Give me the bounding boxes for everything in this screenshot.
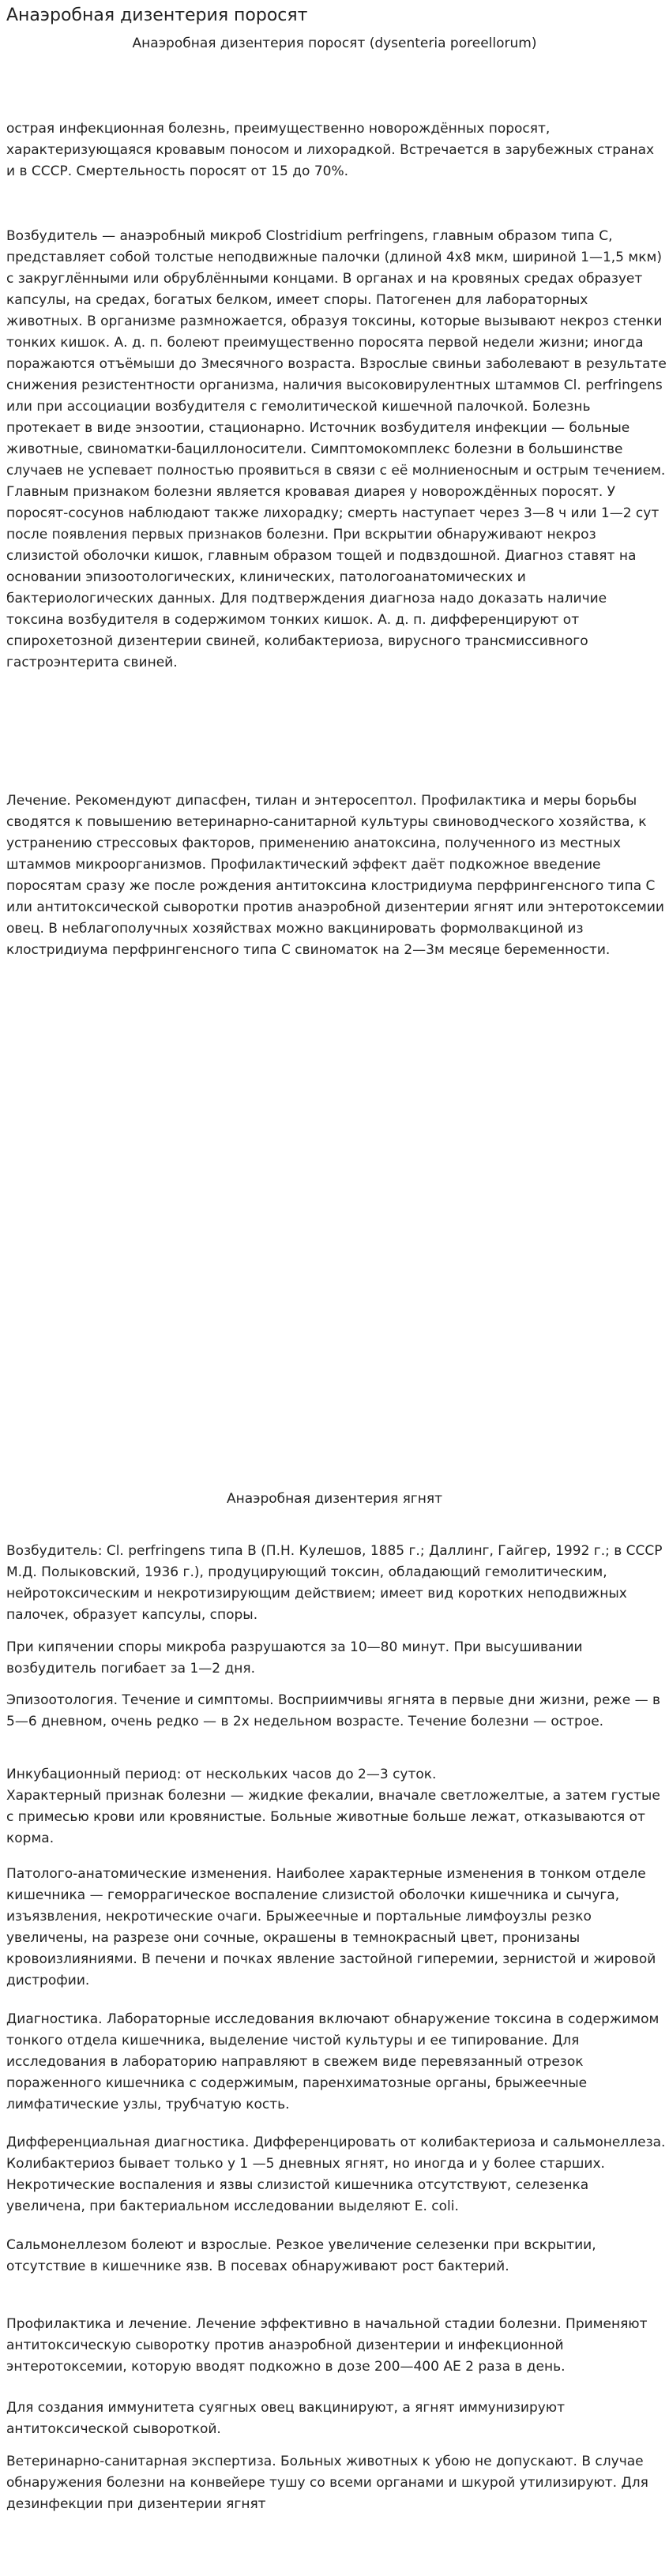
lamb-differential-paragraph: Дифференциальная диагностика. Дифференцировать от колибактериоза и сальмонеллеза. Колибактериоз бывает только у 1 —5 дневных ягнят, но иногда и у более старших. Некротические воспаления и язвы слизистой кишечника отсутствуют, селезенка увеличена, при бактериальном исследовании выделяют E. coli.	[6, 2135, 666, 2214]
lamb-diagnostics-paragraph: Диагностика. Лабораторные исследования включают обнаружение токсина в содержимом тонкого отдела кишечника, выделение чистой культуры и ее типирование. Для исследования в лабораторию направляют в свежем виде перевязанный отрезок пораженного кишечника с содержимым, паренхиматозные органы, брыжеечные лимфатические узлы, трубчатую кость.	[6, 2011, 660, 2112]
lamb-pathology-paragraph: Патолого-анатомические изменения. Наиболее характерные изменения в тонком отделе кишечника — геморрагическое воспаление слизистой оболочки кишечника и сычуга, изъязвления, некротические очаги. Брыжеечные и портальные лимфоузлы резко увеличены, на разрезе они сочные, окрашены в темнокрасный цвет, пронизаны кровоизлияниями. В печени и почках явление застойной гиперемии, зернистой и жировой дистрофии.	[6, 1866, 656, 1988]
pathogen-paragraph: Возбудитель — анаэробный микроб Clostridium perfringens, главным образом типа С, представляет собой толстые неподвижные палочки (длиной 4x8 мкм, шириной 1—1,5 мкм) с закруглёнными или обрублёнными концами. В органах и на кровяных средах образует капсулы, на средах, богатых белком, имеет споры. Патогенен для лабораторных животных. В организме размножается, образуя токсины, которые вызывают некроз стенки тонких кишок. А. д. п. болеют преимущественно поросята первой недели жизни; иногда поражаются отъёмыши до 3месячного возраста. Взрослые свиньи заболевают в результате снижения резистентности организма, наличия высоковирулентных штаммов Cl. perfringens или при ассоциации возбудителя с гемолитической кишечной палочкой. Болезнь протекает в виде энзоотии, стационарно. Источник возбудителя инфекции — больные животные, свиноматки-бациллоносители. Симптомокомплекс болезни в большинстве случаев не успевает полностью проявиться в связи с её молниеносным и острым течением. Главным признаком болезни является кровавая диарея у новорождённых поросят. У поросят-сосунов наблюдают также лихорадку; смерть наступает через 3—8 ч или 1—2 сут после появления первых признаков болезни. При вскрытии обнаруживают некроз слизистой оболочки кишок, главным образом тощей и подвздошной. Диагноз ставят на основании эпизоотологических, клинических, патологоанатомических и бактериологических данных. Для подтверждения диагноза надо доказать наличие токсина возбудителя в содержимом тонких кишок. А. д. п. дифференцируют от спирохетозной дизентерии свиней, колибактериоза, вирусного трансмиссивного гастроэнтерита свиней.	[6, 228, 667, 670]
intro-paragraph: острая инфекционная болезнь, преимущественно новорождённых поросят, характеризующаяся кровавым поносом и лихорадкой. Встречается в зарубежных странах и в СССР. Смертельность поросят от 15 до 70%.	[6, 121, 655, 179]
lamb-pathogen-paragraph: Возбудитель: Cl. perfringens типа В (П.Н. Кулешов, 1885 г.; Даллинг, Гайгер, 1992 г.; в СССР М.Д. Полыковский, 1936 г.), продуцирующий токсин, обладающий гемолитическим, нейротоксическим и некротизирующим действием; имеет вид коротких неподвижных палочек, образует капсулы, споры.	[6, 1543, 663, 1623]
page-title: Анаэробная дизентерия поросят	[6, 6, 308, 25]
section-title-lambs: Анаэробная дизентерия ягнят	[227, 1491, 442, 1507]
lamb-vet-expertise-paragraph: Ветеринарно-санитарная экспертиза. Больных животных к убою не допускают. В случае обнаружения болезни на конвейере тушу со всеми органами и шкурой утилизируют. Для дезинфекции при дизентерии ягнят	[6, 2454, 648, 2512]
lamb-incubation-paragraph: Инкубационный период: от нескольких часов до 2—3 суток.	[6, 1767, 437, 1782]
lamb-spores-paragraph: При кипячении споры микроба разрушаются за 10—80 минут. При высушивании возбудитель погибает за 1—2 дня.	[6, 1639, 583, 1677]
treatment-paragraph: Лечение. Рекомендуют дипасфен, тилан и энтеросептол. Профилактика и меры борьбы сводятся к повышению ветеринарно-санитарной культуры свиноводческого хозяйства, к устранению стрессовых факторов, применению анатоксина, полученного из местных штаммов микроорганизмов. Профилактический эффект даёт подкожное введение поросятам сразу же после рождения антитоксина клостридиума перфрингенсного типа С или антитоксической сыворотки против анаэробной дизентерии ягнят или энтеротоксемии овец. В неблагополучных хозяйствах можно вакцинировать формолвакциной из клостридиума перфрингенсного типа С свиноматок на 2—3м месяце беременности.	[6, 793, 664, 958]
lamb-epizootology-paragraph: Эпизоотология. Течение и симптомы. Восприимчивы ягнята в первые дни жизни, реже — в 5—6 дневном, очень редко — в 2х недельном возрасте. Течение болезни — острое.	[6, 1692, 661, 1729]
lamb-salmonellosis-paragraph: Сальмонеллезом болеют и взрослые. Резкое увеличение селезенки при вскрытии, отсутствие в кишечнике язв. В посевах обнаруживают рост бактерий.	[6, 2237, 596, 2274]
lamb-treatment-paragraph: Профилактика и лечение. Лечение эффективно в начальной стадии болезни. Применяют антитоксическую сыворотку против анаэробной дизентерии и инфекционной энтеротоксемии, которую вводят подкожно в дозе 200—400 АЕ 2 раза в день.	[6, 2316, 648, 2375]
page-subtitle: Анаэробная дизентерия поросят (dysenteria poreellorum)	[132, 36, 537, 51]
lamb-symptoms-paragraph: Характерный признак болезни — жидкие фекалии, вначале светложелтые, а затем густые с примесью крови или кровянистые. Больные животные больше лежат, отказываются от корма.	[6, 1788, 660, 1846]
lamb-immunity-paragraph: Для создания иммунитета суягных овец вакцинируют, а ягнят иммунизируют антитоксической сывороткой.	[6, 2400, 566, 2437]
